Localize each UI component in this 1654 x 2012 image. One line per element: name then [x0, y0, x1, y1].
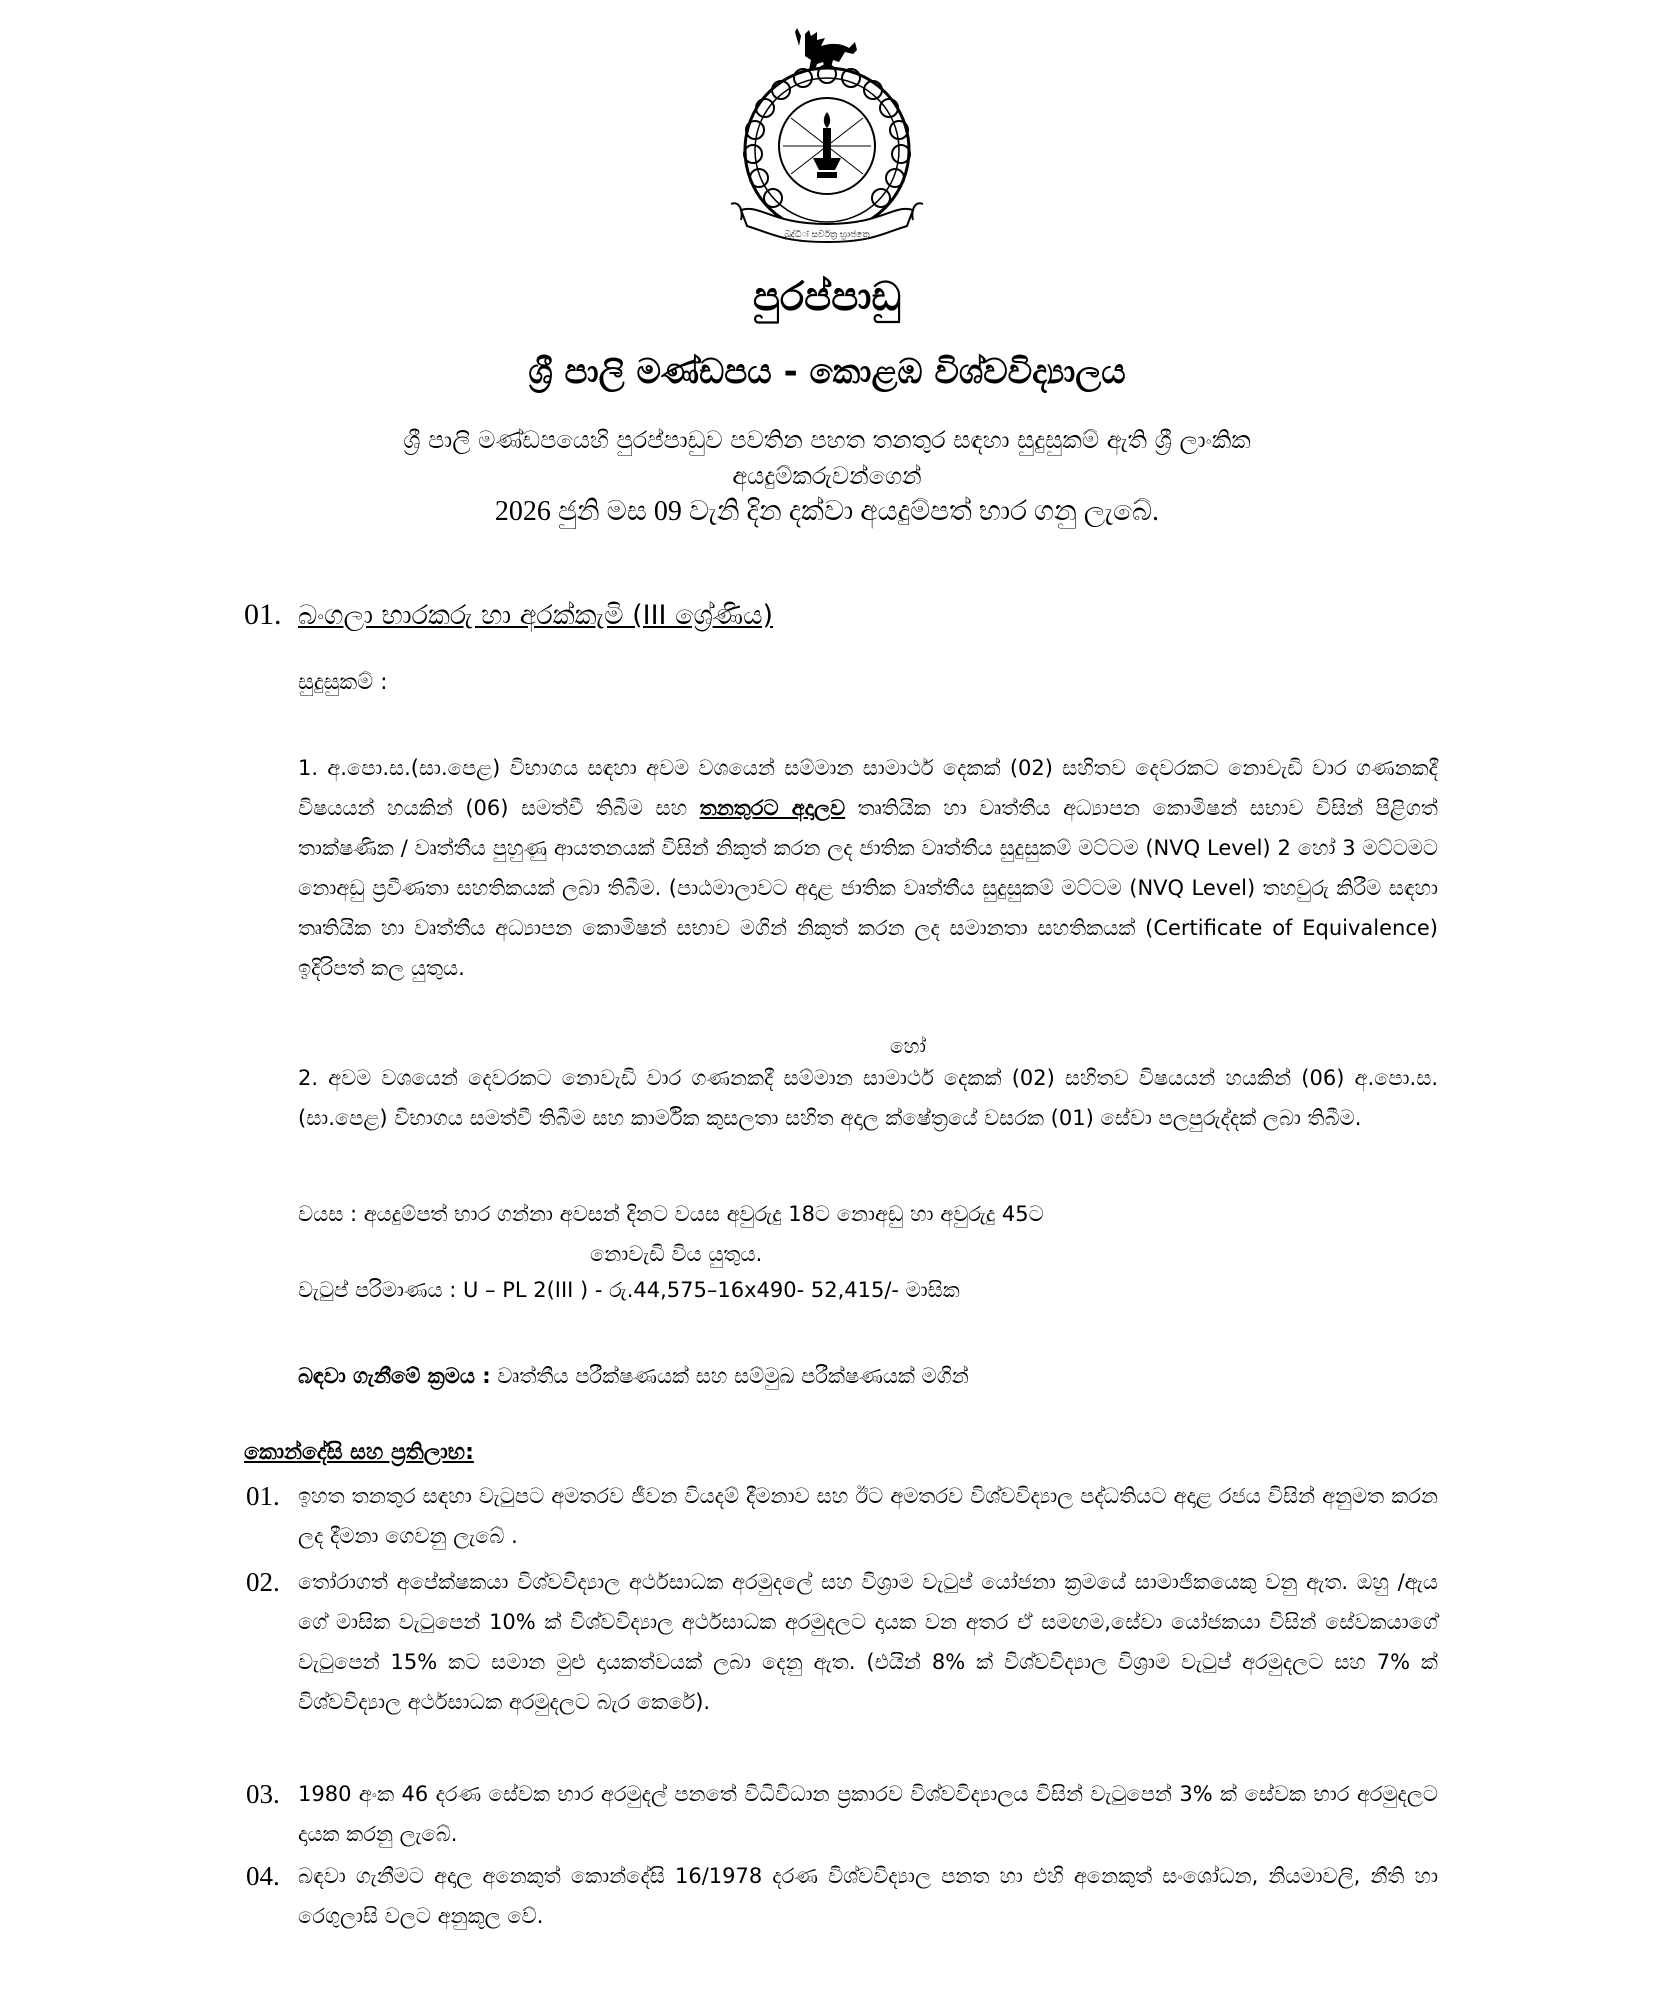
intro-line-2: අයදුම්කරුවන්ගෙන් [732, 462, 922, 490]
qualifications-label: සුදුසුකම් : [298, 670, 388, 695]
qualification-1 [298, 748, 1438, 988]
or-separator: හෝ [890, 1034, 926, 1058]
age-text: අයදුම්පත් භාර ගන්නා අවසන් දිනට වයස අවුරුදු 18ට නොඅඩු හා අවුරුදු 45ට [357, 1202, 1044, 1226]
age-label: වයස : [298, 1202, 358, 1226]
oil-lamp-icon [813, 112, 841, 178]
qualification-1-text-a: 1. අ.පො.ස.(සා.පෙළ) විභාගය සඳහා අවම වශයෙන් සම්මාන සාමාර්ථ දෙකක් (02) සහිතව දෙවරකට නොවැඩි වාර ගණනකදී විෂයයන් හයකින් (06) සමත්වී තිබීම සහ [298, 756, 1438, 820]
post-title: බංගලා භාරකරු හා අරක්කැමි (III ශ්‍රේණිය) [298, 600, 774, 631]
salary-label: වැටුප් පරිමාණය : [298, 1278, 463, 1302]
condition-item [246, 1476, 1438, 1556]
condition-number: 03. [246, 1779, 280, 1809]
age-requirement [298, 1202, 1044, 1227]
recruit-text: වෘත්තීය පරීක්ෂණයක් සහ සම්මුඛ පරීක්ෂණයක් මගින් [490, 1364, 969, 1388]
condition-number: 01. [246, 1481, 280, 1511]
condition-item [246, 1856, 1438, 1936]
condition-item [246, 1562, 1438, 1722]
page-title: පුරප්පාඩු [752, 274, 902, 320]
condition-text: තෝරාගත් අපේක්ෂකයා විශ්වවිද්‍යාල අර්ථසාධක අරමුදලේ සහ විශ්‍රාම වැටුප් යෝජනා ක්‍රමයේ සාමාජිකයෙකු වනු ඇත. ඔහු /ඇය ගේ මාසික වැටුපෙන් 10% ක් විශ්වවිද්‍යාල අර්ථසාධක අරමුදලට දායක වන අතර ඒ සමඟම,සේවා යෝජකයා විසින් සේවකයාගේ වැටුපෙන් 15% කට සමාන මුළු දායකත්වයක් ලබා දෙනු ඇත. (එයින් 8% ක් විශ්වවිද්‍යාල විශ්‍රාම වැටුප් අරමුදලට සහ 7% ක් විශ්වවිද්‍යාල අර්ථසාධක අරමුදලට බැර කෙරේ). [298, 1570, 1438, 1714]
recruitment-method [298, 1364, 969, 1389]
condition-number: 04. [246, 1861, 280, 1891]
condition-text: 1980 අංක 46 දරණ සේවක භාර අරමුදල් පනතේ විධිවිධාන ප්‍රකාරව විශ්වවිද්‍යාලය විසින් වැටුපෙන් 3% ක් සේවක භාර අරමුදලට දායක කරනු ලැබේ. [298, 1782, 1438, 1846]
salary-scale [298, 1278, 960, 1303]
qualification-1-underlined: තනතුරට අදාලව [699, 796, 846, 820]
qualification-1-text-b: තෘතියික හා වෘත්තීය අධ්‍යාපන කොමිෂන් සභාව විසින් පිළිගත් තාක්ෂණික / වෘත්තීය පුහුණු ආයතනයක් විසින් නිකුත් කරන ලද ජාතික වෘත්තීය සුදුසුකම් මට්ටම (NVQ Level) 2 හෝ 3 මට්ටමට නොඅඩු ප්‍රවීණතා සහතිකයක් ලබා තිබීම. (පාඨමාලාවට අදාළ ජාතික වෘත්තීය සුදුසුකම් මට්ටම (NVQ Level) තහවුරු කිරීම සඳහා තෘතියික හා වෘත්තීය අධ්‍යාපන කොමිෂන් සභාව මගින් නිකුත් කරන ලද සමානතා සහතිකයක් (Certificate of Equivalence) ඉදිරිපත් කල යුතුය. [298, 796, 1438, 980]
conditions-heading: කොන්දේසි සහ ප්‍රතිලාභ: [244, 1440, 474, 1465]
condition-item [246, 1774, 1438, 1854]
salary-value: U – PL 2(III ) - රු.44,575–16x490- 52,415/- මාසික [462, 1278, 960, 1302]
condition-number: 02. [246, 1567, 280, 1597]
intro-text [230, 422, 1424, 530]
closing-date-line: 2026 ජුනි මස 09 වැනි දින දක්වා අයදුම්පත් භාර ගනු ලැබේ. [494, 496, 1160, 527]
intro-line-1: ශ්‍රී පාලි මණ්ඩපයෙහි පුරප්පාඩුව පවතින පහත තනතුර සඳහා සුදුසුකම් ඇති ශ්‍රී ලාංකික [403, 426, 1251, 454]
condition-text: ඉහත තනතුර සඳහා වැටුපට අමතරව ජීවන වියදම් දීමනාව සහ ඊට අමතරව විශ්වවිද්‍යාල පද්ධතියට අදාළ රජය විසින් අනුමත කරන ලද දීමනා ගෙවනු ලැබේ . [298, 1484, 1438, 1548]
university-crest-logo [721, 28, 933, 254]
recruit-label: බඳවා ගැනීමේ ක්‍රමය : [298, 1364, 491, 1388]
lion-icon [795, 28, 857, 70]
qualification-2: 2. අවම වශයෙන් දෙවරකට නොවැඩි වාර ගණනකදී සම්මාන සාමාර්ථ දෙකක් (02) සහිතව විෂයයන් හයකින් (06) අ.පො.ස.(සා.පෙළ) විභාගය සමත්වී තිබීම සහ කාර්මික කුසලතා සහිත අදාල ක්ෂේත්‍රයේ වසරක (01) සේවා පලපුරුද්දක් ලබා තිබීම. [298, 1066, 1438, 1130]
page-subtitle: ශ්‍රී පාලි මණ්ඩපය - කොළඹ විශ්වවිද්‍යාලය [528, 352, 1126, 392]
svg-text:බුද්ධිः සර්වත්‍ර භ්‍රාජතෙ: බුද්ධිः සර්වත්‍ර භ්‍රාජතෙ [784, 230, 870, 240]
condition-text: බඳවා ගැනීමට අදාල අනෙකුත් කොන්දේසි 16/1978 දරණ විශ්වවිද්‍යාල පනත හා එහි අනෙකුත් සංශෝධන, නියමාවලි, නීති හා රෙගුලාසි වලට අනුකූල වේ. [298, 1864, 1438, 1928]
age-requirement-cont: නොවැඩි විය යුතුය. [590, 1242, 763, 1266]
section-number: 01. [244, 598, 282, 631]
